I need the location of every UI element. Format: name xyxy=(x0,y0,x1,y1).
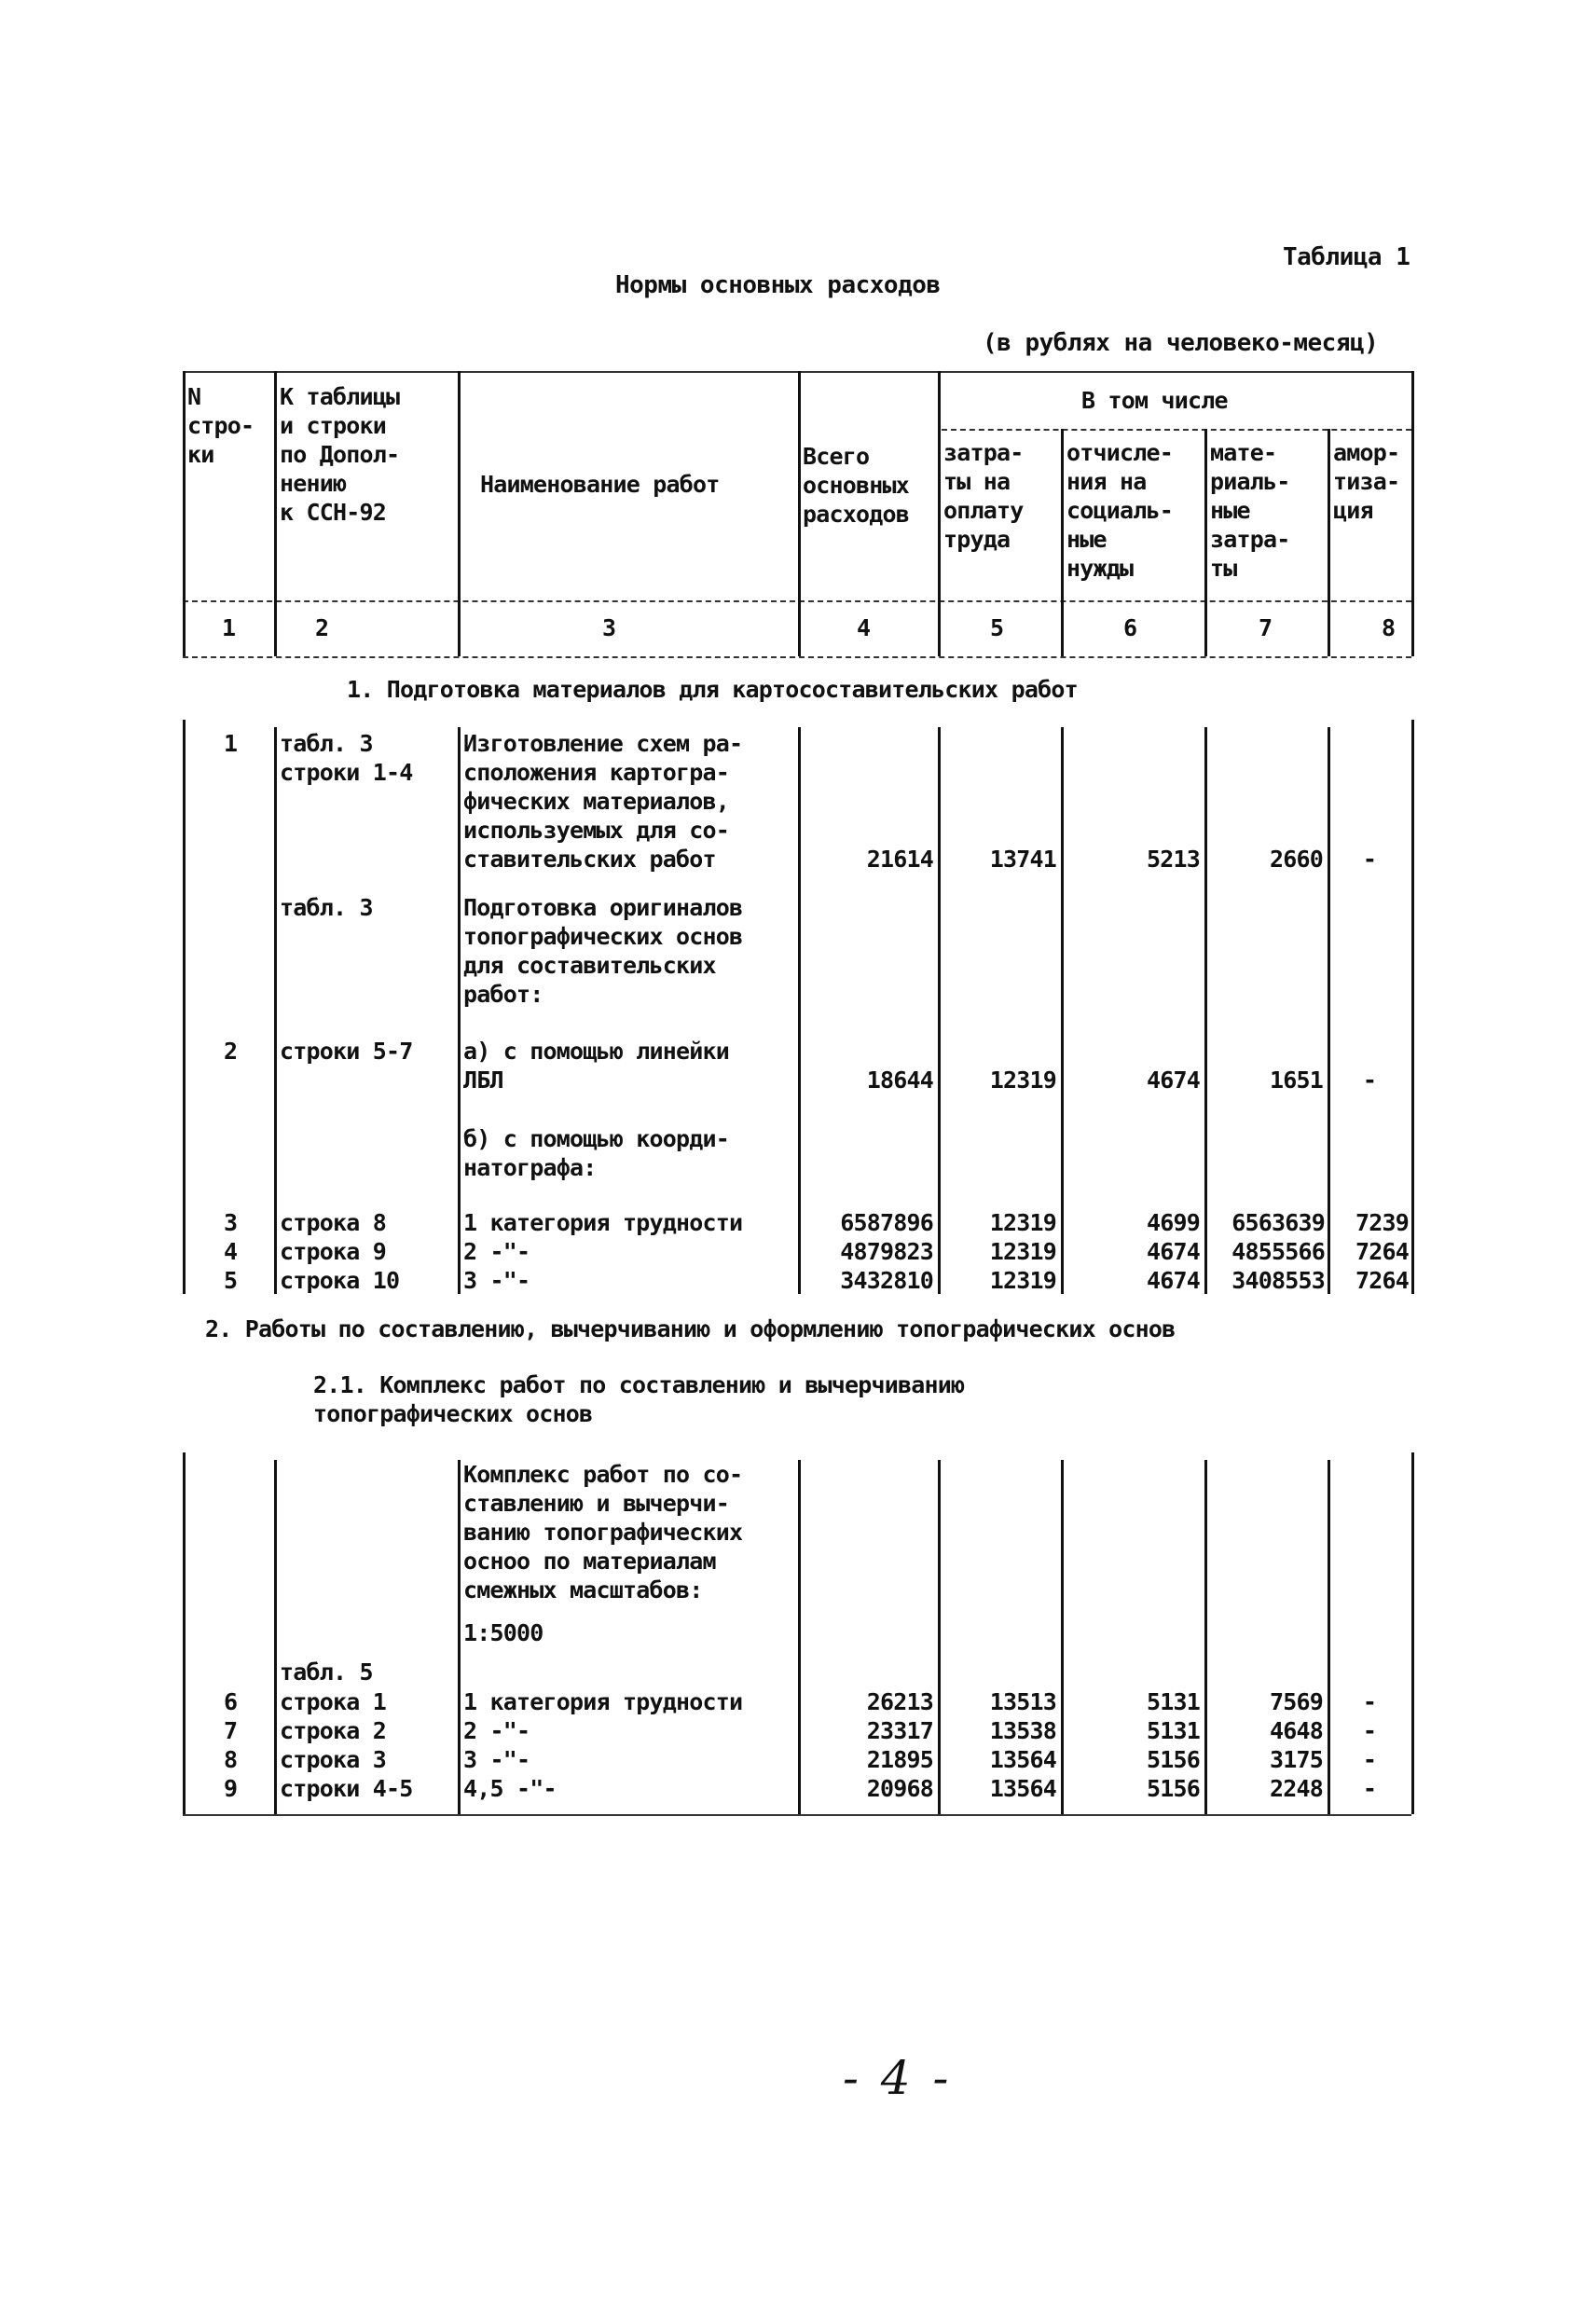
rows-6-9-amortization: - - - - xyxy=(1362,1688,1377,1802)
header-social: отчисле- ния на социаль- ные нужды xyxy=(1066,439,1174,582)
row-2-work-name: а) с помощью линейки ЛБЛ xyxy=(463,1038,730,1094)
column-rule xyxy=(1061,429,1064,656)
page-number: - 4 - xyxy=(843,2051,953,2105)
rows-6-9-reference: строка 1 строка 2 строка 3 строки 4-5 xyxy=(280,1688,413,1802)
col-number: 4 xyxy=(857,614,871,641)
section-2-title: 2. Работы по составлению, вычерчиванию и оформлению топографических основ xyxy=(205,1315,1176,1342)
row-1-material: 2660 xyxy=(1269,846,1323,873)
header-group: В том числе xyxy=(1081,387,1228,414)
table-bottom-rule xyxy=(183,1814,1411,1816)
row-2-amortization: - xyxy=(1362,1067,1377,1094)
rows-6-9-material: 7569 4648 3175 2248 xyxy=(1269,1688,1323,1802)
column-rule xyxy=(458,371,461,656)
column-rule xyxy=(1204,1460,1207,1814)
column-rule xyxy=(798,1460,801,1814)
table-title: Нормы основных расходов xyxy=(615,271,941,299)
row-2-material: 1651 xyxy=(1269,1067,1323,1094)
subheading-work-name: Подготовка оригиналов топографических основ для составительских работ: xyxy=(463,894,743,1008)
column-rule xyxy=(274,1460,277,1814)
column-rule xyxy=(274,371,277,656)
row-2-labor: 12319 xyxy=(989,1067,1056,1094)
scale-label: 1:5000 xyxy=(463,1619,543,1646)
subheading-coordinatograph: б) с помощью коорди- натографа: xyxy=(463,1125,730,1181)
rows-6-9-work-name: 1 категория трудности 2 -"- 3 -"- 4,5 -"- xyxy=(463,1688,743,1802)
rows-6-9-social: 5131 5131 5156 5156 xyxy=(1146,1688,1200,1802)
column-rule xyxy=(798,727,801,1294)
row-1-reference: табл. 3 строки 1-4 xyxy=(280,730,413,786)
col-number: 8 xyxy=(1382,614,1396,641)
row-1-social: 5213 xyxy=(1146,846,1200,873)
col-number: 5 xyxy=(990,614,1004,641)
row-1-work-name: Изготовление схем ра- сположения картогра- фических материалов, используемых для со- ставительских работ xyxy=(463,730,743,873)
rows-3-5-total: 6587896 4879823 3432810 xyxy=(840,1209,933,1294)
header-reference: К таблицы и строки по Допол- нению к ССН-92 xyxy=(280,383,400,526)
rows-3-5-work-name: 1 категория трудности 2 -"- 3 -"- xyxy=(463,1209,743,1294)
column-rule xyxy=(1411,720,1414,1294)
col-numbers-rule xyxy=(183,656,1411,658)
rows-3-5-number: 3 4 5 xyxy=(224,1209,238,1294)
rows-6-9-number: 6 7 8 9 xyxy=(224,1688,238,1802)
header-amortization: амор- тиза- ция xyxy=(1333,439,1400,524)
row-1-number: 1 xyxy=(224,730,238,757)
reference-head: табл. 5 xyxy=(280,1658,373,1686)
row-1-total: 21614 xyxy=(866,846,933,873)
column-rule xyxy=(183,720,186,1294)
column-rule xyxy=(458,727,461,1294)
column-rule xyxy=(938,371,941,656)
complex-intro: Комплекс работ по со- ставлению и вычерчи- ванию топографических осноо по материалам смежных масштабов: xyxy=(463,1461,743,1603)
header-work-name: Наименование работ xyxy=(480,471,720,498)
units-note: (в рублях на человеко-месяц) xyxy=(983,329,1379,357)
header-bottom-rule xyxy=(183,600,1411,602)
col-number: 1 xyxy=(222,614,236,641)
column-rule xyxy=(1411,1452,1414,1814)
rows-3-5-material: 6563639 4855566 3408553 xyxy=(1231,1209,1325,1294)
column-rule xyxy=(798,371,801,656)
column-rule xyxy=(1204,429,1207,656)
rows-3-5-labor: 12319 12319 12319 xyxy=(989,1209,1056,1294)
row-2-reference: строки 5-7 xyxy=(280,1038,413,1065)
header-labor: затра- ты на оплату труда xyxy=(943,439,1024,553)
row-2-total: 18644 xyxy=(866,1067,933,1094)
row-2-number: 2 xyxy=(224,1038,238,1065)
subheading-reference: табл. 3 xyxy=(280,894,373,921)
col-number: 7 xyxy=(1259,614,1273,641)
table-top-rule xyxy=(183,371,1411,373)
column-rule xyxy=(938,727,941,1294)
column-rule xyxy=(938,1460,941,1814)
column-rule xyxy=(274,727,277,1294)
column-rule xyxy=(1061,1460,1064,1814)
row-1-labor: 13741 xyxy=(989,846,1056,873)
header-row-number: N стро- ки xyxy=(187,383,255,468)
rows-3-5-amortization: 7239 7264 7264 xyxy=(1355,1209,1409,1294)
column-rule xyxy=(1411,371,1414,656)
col-number: 2 xyxy=(315,614,329,641)
column-rule xyxy=(1204,727,1207,1294)
table-label: Таблица 1 xyxy=(1283,243,1410,271)
column-rule xyxy=(183,1452,186,1814)
column-rule xyxy=(1328,429,1330,656)
column-rule xyxy=(1328,727,1330,1294)
col-number: 3 xyxy=(602,614,616,641)
row-2-social: 4674 xyxy=(1146,1067,1200,1094)
row-1-amortization: - xyxy=(1362,846,1377,873)
column-rule xyxy=(183,371,186,656)
section-1-title: 1. Подготовка материалов для картосоставительских работ xyxy=(347,676,1078,703)
rows-6-9-total: 26213 23317 21895 20968 xyxy=(866,1688,933,1802)
rows-6-9-labor: 13513 13538 13564 13564 xyxy=(989,1688,1056,1802)
col-number: 6 xyxy=(1123,614,1137,641)
header-total: Всего основных расходов xyxy=(803,443,910,528)
group-header-rule xyxy=(942,429,1411,431)
rows-3-5-reference: строка 8 строка 9 строка 10 xyxy=(280,1209,400,1294)
header-material: мате- риаль- ные затра- ты xyxy=(1210,439,1290,582)
column-rule xyxy=(1061,727,1064,1294)
column-rule xyxy=(458,1460,461,1814)
column-rule xyxy=(1328,1460,1330,1814)
section-2-1-title: 2.1. Комплекс работ по составлению и вычерчиванию топографических основ xyxy=(313,1371,965,1427)
rows-3-5-social: 4699 4674 4674 xyxy=(1146,1209,1200,1294)
